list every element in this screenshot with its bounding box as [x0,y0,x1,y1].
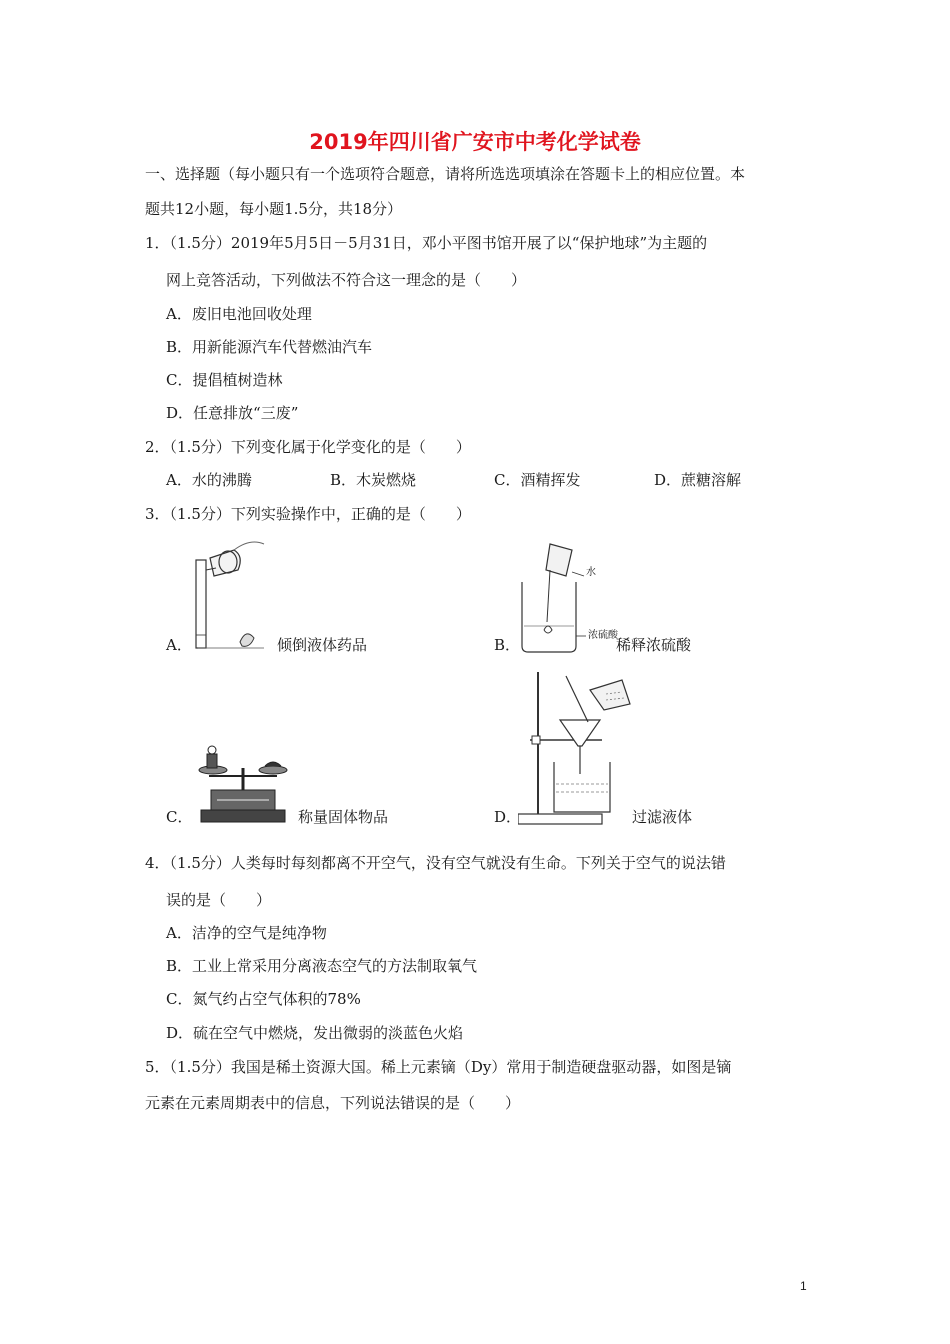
q3-option-b-caption: 稀释浓硫酸 [616,636,692,654]
q4-stem-line2: 误的是（ ） [166,891,272,909]
q3-option-a-caption: 倾倒液体药品 [277,636,368,654]
q3-option-c-caption: 称量固体物品 [298,808,389,826]
q3-option-b-letter[interactable]: B． [494,636,521,654]
q1-option-c[interactable]: C．提倡植树造林 [166,371,283,389]
q3-option-a-letter[interactable]: A． [166,636,192,654]
q1-stem-line2: 网上竞答活动，下列做法不符合这一理念的是（ ） [166,271,527,289]
q5-stem-line1: 5．（1.5分）我国是稀土资源大国。稀上元素镝（Dy）常用于制造硬盘驱动器，如图是镝 [145,1058,732,1076]
section-instruction-line2: 题共12小题，每小题1.5分，共18分） [145,200,403,218]
label-water: 水 [586,567,596,578]
q2-option-b[interactable]: B．木炭燃烧 [330,471,417,489]
filtration-figure [518,668,634,828]
label-concentrated-acid: 浓硫酸 [588,630,618,641]
q1-option-a[interactable]: A．废旧电池回收处理 [166,305,312,323]
q3-stem: 3．（1.5分）下列实验操作中，正确的是（ ） [145,505,471,523]
q2-stem: 2．（1.5分）下列变化属于化学变化的是（ ） [145,438,471,456]
balance-scale-figure [195,740,291,826]
q4-option-d[interactable]: D．硫在空气中燃烧，发出微弱的淡蓝色火焰 [166,1024,464,1042]
q2-option-d[interactable]: D．蔗糖溶解 [654,471,742,489]
exam-title: 2019年四川省广安市中考化学试卷 [309,130,641,154]
q3-option-d-letter[interactable]: D． [494,808,522,826]
q1-stem-line1: 1．（1.5分）2019年5月5日－5月31日，邓小平图书馆开展了以“保护地球”为主题的 [145,234,708,252]
q4-option-c[interactable]: C．氮气约占空气体积的78% [166,990,361,1008]
q3-option-c-letter[interactable]: C． [166,808,193,826]
q4-option-b[interactable]: B．工业上常采用分离液态空气的方法制取氧气 [166,957,478,975]
q4-option-a[interactable]: A．洁净的空气是纯净物 [166,924,327,942]
q5-stem-line2: 元素在元素周期表中的信息，下列说法错误的是（ ） [145,1094,521,1112]
q4-stem-line1: 4．（1.5分）人类每时每刻都离不开空气，没有空气就没有生命。下列关于空气的说法错 [145,854,726,872]
q1-option-d[interactable]: D．任意排放“三废” [166,404,299,422]
section-instruction-line1: 一、选择题（每小题只有一个选项符合题意，请将所选选项填涂在答题卡上的相应位置。本 [145,165,746,183]
q2-option-a[interactable]: A．水的沸腾 [166,471,252,489]
q3-option-d-caption: 过滤液体 [632,808,693,826]
page-number: 1 [800,1279,807,1293]
pouring-liquid-figure [188,540,270,652]
q1-option-b[interactable]: B．用新能源汽车代替燃油汽车 [166,338,373,356]
q2-option-c[interactable]: C．酒精挥发 [494,471,581,489]
